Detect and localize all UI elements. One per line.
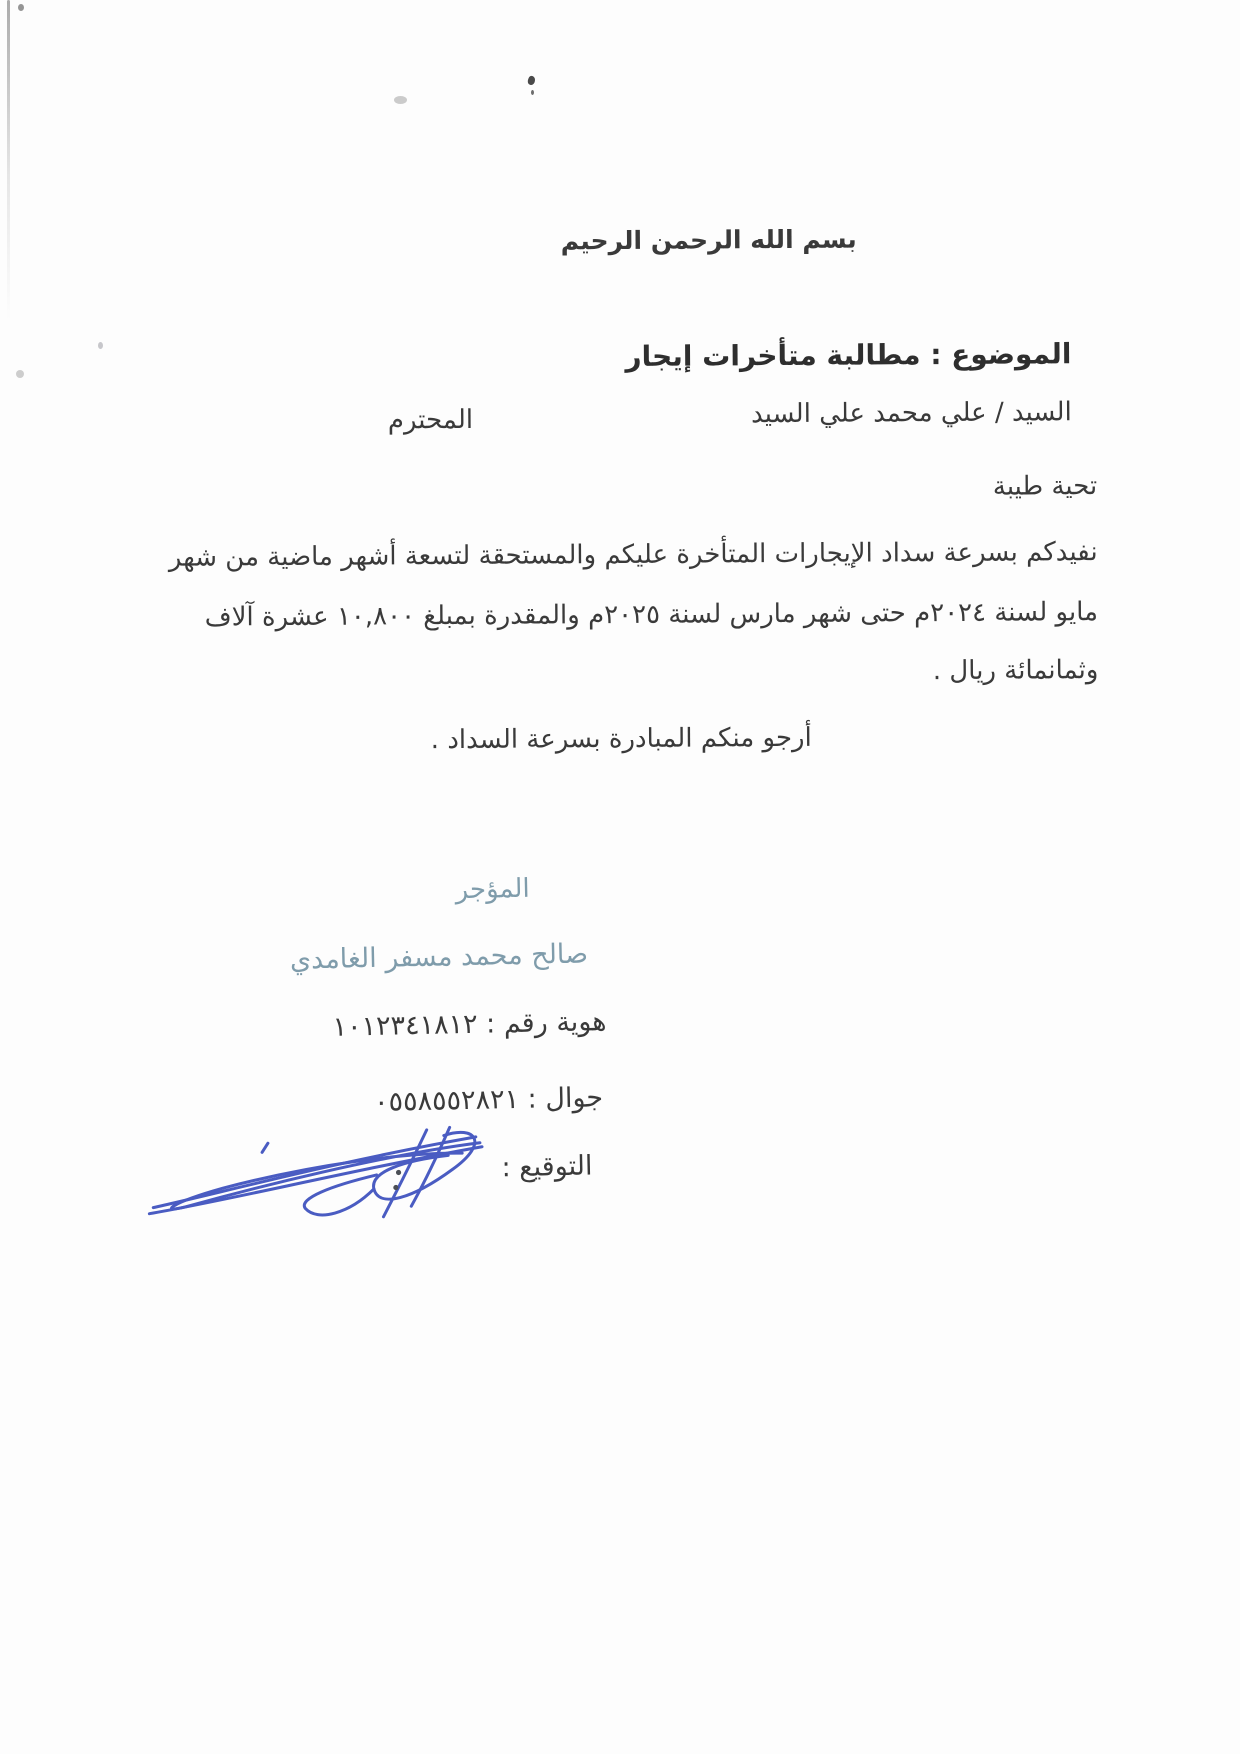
scan-edge-line-artifact xyxy=(7,0,10,320)
lessor-role-label: المؤجر xyxy=(455,873,530,906)
lessor-mobile-line: جوال : ٠٥٥٨٥٥٢٨٢١ xyxy=(373,1082,604,1118)
handwritten-signature-scribble xyxy=(144,1120,498,1237)
closing-line: أرجو منكم المبادرة بسرعة السداد . xyxy=(430,722,812,756)
body-line-2: مايو لسنة ٢٠٢٤م حتى شهر مارس لسنة ٢٠٢٥م والمقدرة بمبلغ ١٠,٨٠٠ عشرة آلاف xyxy=(204,597,1099,633)
honorific-label: المحترم xyxy=(387,404,474,436)
corner-speck-artifact xyxy=(18,4,24,11)
body-line-1: نفيدكم بسرعة سداد الإيجارات المتأخرة عليكم والمستحقة لتسعة أشهر ماضية من شهر xyxy=(168,537,1098,573)
signature-label: التوقيع : xyxy=(501,1150,593,1184)
ink-speck-artifact xyxy=(531,90,534,95)
subject-line: الموضوع : مطالبة متأخرات إيجار xyxy=(625,337,1072,373)
lessor-id-line: هوية رقم : ١٠١٢٣٤١٨١٢ xyxy=(332,1006,607,1043)
addressee-line: السيد / علي محمد علي السيد xyxy=(750,397,1072,430)
body-line-3: وثمانمائة ريال . xyxy=(932,655,1099,687)
smudge-artifact xyxy=(98,342,103,349)
basmala-line: بسم الله الرحمن الرحيم xyxy=(560,224,857,256)
smudge-artifact xyxy=(16,370,24,378)
lessor-name: صالح محمد مسفر الغامدي xyxy=(289,938,589,976)
greeting-line: تحية طيبة xyxy=(992,471,1098,502)
smudge-artifact xyxy=(394,96,407,104)
